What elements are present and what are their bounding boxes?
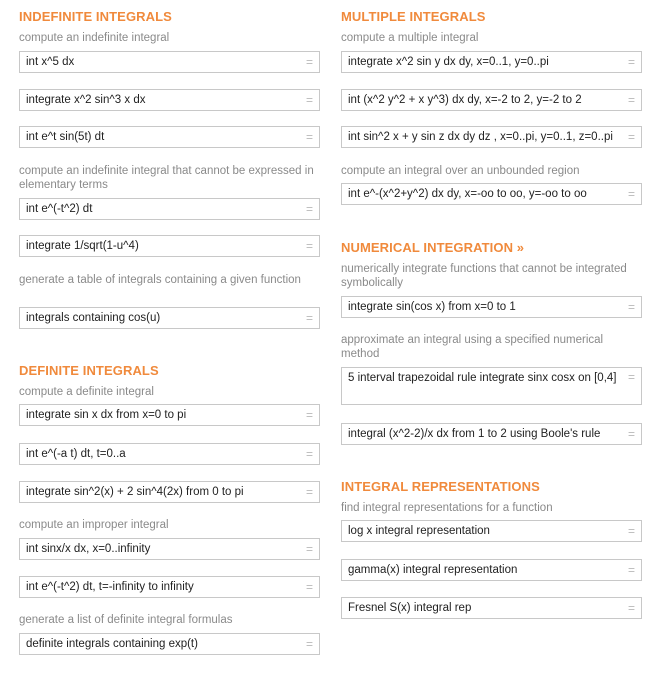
equals-icon: = xyxy=(305,93,313,107)
example-input[interactable] xyxy=(19,198,320,220)
example-text: integrate sin x dx from x=0 to pi xyxy=(26,409,187,421)
equals-icon: = xyxy=(305,311,313,325)
example-input[interactable] xyxy=(19,51,320,73)
equals-icon: = xyxy=(305,202,313,216)
example-input[interactable] xyxy=(19,481,320,503)
description: compute an indefinite integral xyxy=(19,32,170,44)
equals-icon: = xyxy=(627,370,635,384)
example-input[interactable] xyxy=(19,404,320,426)
equals-icon: = xyxy=(627,601,635,615)
example-text: int e^(-t^2) dt, t=-infinity to infinity xyxy=(26,581,194,593)
example-text: int e^(-t^2) dt xyxy=(26,203,93,215)
equals-icon: = xyxy=(627,187,635,201)
example-input[interactable] xyxy=(341,51,642,73)
example-text: integrate 1/sqrt(1-u^4) xyxy=(26,240,139,252)
example-text: integrals containing cos(u) xyxy=(26,312,161,324)
equals-icon: = xyxy=(627,427,635,441)
equals-icon: = xyxy=(305,580,313,594)
equals-icon: = xyxy=(627,300,635,314)
equals-icon: = xyxy=(627,130,635,144)
heading-multiple-integrals: MULTIPLE INTEGRALS xyxy=(341,9,486,24)
example-input[interactable] xyxy=(341,126,642,148)
example-input[interactable] xyxy=(341,367,642,405)
heading-indefinite-integrals: INDEFINITE INTEGRALS xyxy=(19,9,172,24)
example-input[interactable] xyxy=(19,633,320,655)
example-input[interactable] xyxy=(341,559,642,581)
equals-icon: = xyxy=(627,55,635,69)
example-input[interactable] xyxy=(19,576,320,598)
description: compute an integral over an unbounded region xyxy=(341,165,580,177)
description: compute an improper integral xyxy=(19,519,169,531)
example-input[interactable] xyxy=(19,538,320,560)
example-text: integrate sin^2(x) + 2 sin^4(2x) from 0 to pi xyxy=(26,486,244,498)
example-text: int e^-(x^2+y^2) dx dy, x=-oo to oo, y=-oo to oo xyxy=(348,188,587,200)
example-input[interactable] xyxy=(341,520,642,542)
heading-numerical-integration[interactable]: NUMERICAL INTEGRATION » xyxy=(341,240,525,255)
example-text: integrate sin(cos x) from x=0 to 1 xyxy=(348,301,516,313)
example-input[interactable] xyxy=(19,443,320,465)
example-text: log x integral representation xyxy=(348,525,490,537)
example-text: int e^(-a t) dt, t=0..a xyxy=(26,448,126,460)
example-text: int sinx/x dx, x=0..infinity xyxy=(26,543,151,555)
equals-icon: = xyxy=(305,408,313,422)
example-text: 5 interval trapezoidal rule integrate sinx cosx on [0,4] xyxy=(348,372,617,384)
description: numerically integrate functions that cannot be integrated symbolically xyxy=(341,263,627,289)
example-input[interactable] xyxy=(19,307,320,329)
example-text: definite integrals containing exp(t) xyxy=(26,638,198,650)
example-text: int sin^2 x + y sin z dx dy dz , x=0..pi, y=0..1, z=0..pi xyxy=(348,131,613,143)
example-input[interactable] xyxy=(341,597,642,619)
example-input[interactable] xyxy=(19,89,320,111)
example-input[interactable] xyxy=(341,423,642,445)
heading-integral-representations: INTEGRAL REPRESENTATIONS xyxy=(341,479,540,494)
example-text: integrate x^2 sin y dx dy, x=0..1, y=0..pi xyxy=(348,56,549,68)
example-text: integrate x^2 sin^3 x dx xyxy=(26,94,146,106)
example-input[interactable] xyxy=(19,126,320,148)
description: generate a list of definite integral formulas xyxy=(19,614,233,626)
description: find integral representations for a function xyxy=(341,502,553,514)
description: approximate an integral using a specified numerical method xyxy=(341,334,604,360)
description: compute an indefinite integral that cannot be expressed in elementary terms xyxy=(19,165,314,191)
example-text: integral (x^2-2)/x dx from 1 to 2 using Boole's rule xyxy=(348,428,601,440)
example-text: int x^5 dx xyxy=(26,56,75,68)
equals-icon: = xyxy=(305,447,313,461)
equals-icon: = xyxy=(305,485,313,499)
equals-icon: = xyxy=(305,637,313,651)
equals-icon: = xyxy=(627,563,635,577)
example-text: int e^t sin(5t) dt xyxy=(26,131,105,143)
description: generate a table of integrals containing a given function xyxy=(19,274,301,286)
example-text: gamma(x) integral representation xyxy=(348,564,518,576)
example-input[interactable] xyxy=(341,296,642,318)
equals-icon: = xyxy=(305,239,313,253)
equals-icon: = xyxy=(305,542,313,556)
equals-icon: = xyxy=(305,130,313,144)
example-text: Fresnel S(x) integral rep xyxy=(348,602,472,614)
example-text: int (x^2 y^2 + x y^3) dx dy, x=-2 to 2, y=-2 to 2 xyxy=(348,94,582,106)
description: compute a definite integral xyxy=(19,386,154,398)
example-input[interactable] xyxy=(19,235,320,257)
example-input[interactable] xyxy=(341,89,642,111)
example-input[interactable] xyxy=(341,183,642,205)
equals-icon: = xyxy=(627,524,635,538)
equals-icon: = xyxy=(305,55,313,69)
equals-icon: = xyxy=(627,93,635,107)
description: compute a multiple integral xyxy=(341,32,479,44)
heading-definite-integrals: DEFINITE INTEGRALS xyxy=(19,363,159,378)
